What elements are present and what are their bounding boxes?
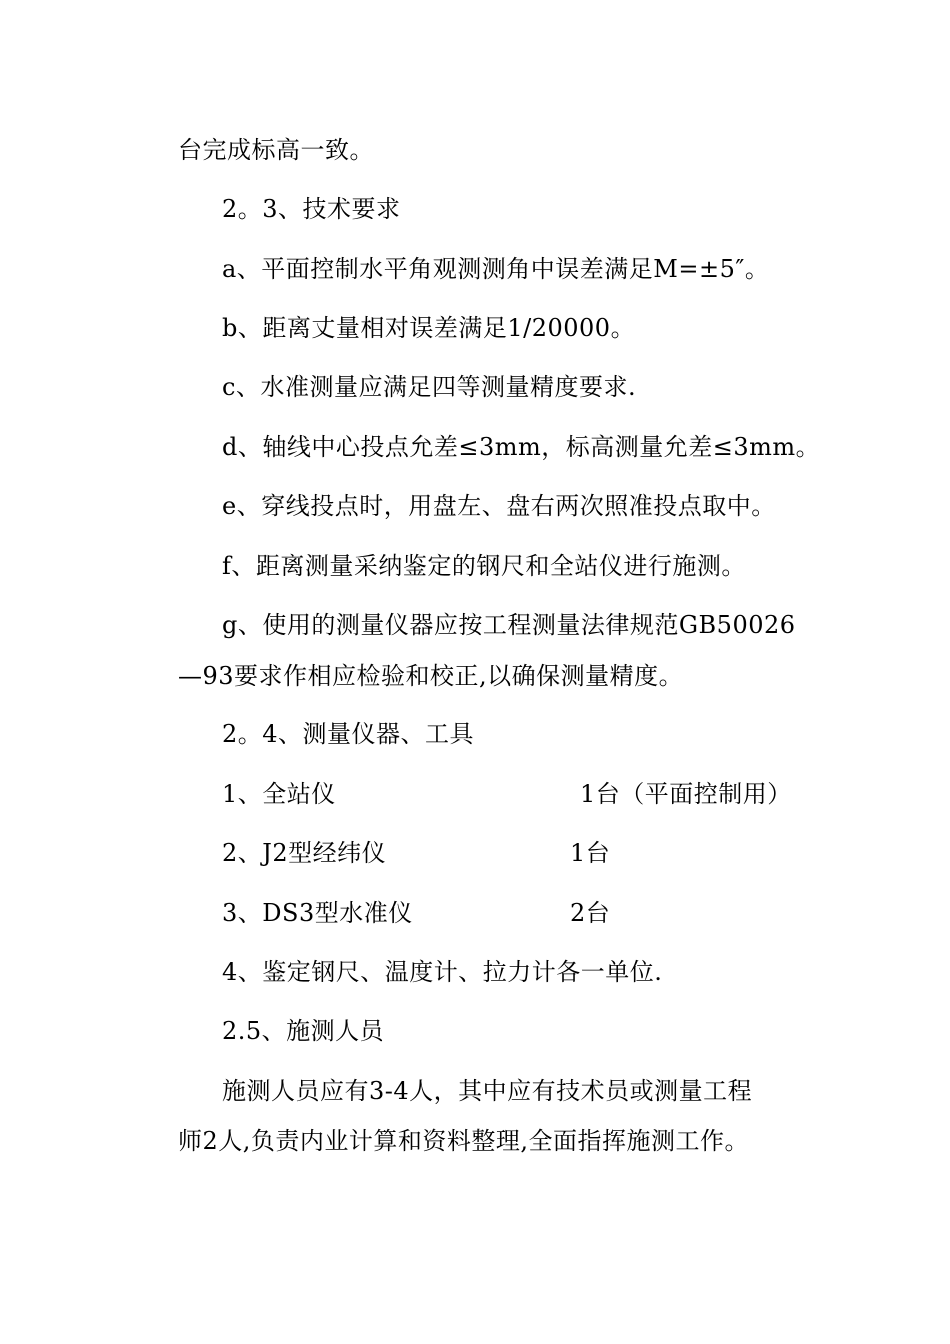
instrument-note: 4、鉴定钢尺、温度计、拉力计各一单位.: [222, 958, 663, 986]
staff-paragraph-line2: 师2人,负责内业计算和资料整理,全面指挥施测工作。: [178, 1127, 750, 1155]
section-heading-2-5: 2.5、施测人员: [222, 1017, 385, 1045]
instrument-name: 1、全站仪: [222, 780, 336, 808]
instrument-quantity: 1台: [570, 839, 611, 867]
requirement-b: b、距离丈量相对误差满足1/20000。: [222, 314, 636, 342]
instrument-quantity: 2台: [570, 899, 611, 927]
requirement-a: a、平面控制水平角观测测角中误差满足M=±5″。: [222, 255, 770, 283]
requirement-d: d、轴线中心投点允差≤3mm，标高测量允差≤3mm。: [222, 433, 821, 461]
section-heading-2-3: 2。3、技术要求: [222, 195, 401, 223]
instrument-name: 3、DS3型水准仪: [222, 899, 413, 927]
instrument-quantity: 1台（平面控制用）: [580, 780, 792, 808]
requirement-g-line1: g、使用的测量仪器应按工程测量法律规范GB50026: [222, 611, 796, 639]
instrument-name: 2、J2型经纬仪: [222, 839, 387, 867]
section-heading-2-4: 2。4、测量仪器、工具: [222, 720, 475, 748]
requirement-c: c、水准测量应满足四等测量精度要求.: [222, 373, 637, 401]
requirement-f: f、距离测量采纳鉴定的钢尺和全站仪进行施测。: [222, 552, 746, 580]
staff-paragraph-line1: 施测人员应有3-4人，其中应有技术员或测量工程: [222, 1077, 753, 1105]
requirement-e: e、穿线投点时，用盘左、盘右两次照准投点取中。: [222, 492, 776, 520]
paragraph-continuation: 台完成标高一致。: [178, 136, 374, 164]
requirement-g-line2: —93要求作相应检验和校正,以确保测量精度。: [178, 662, 684, 690]
